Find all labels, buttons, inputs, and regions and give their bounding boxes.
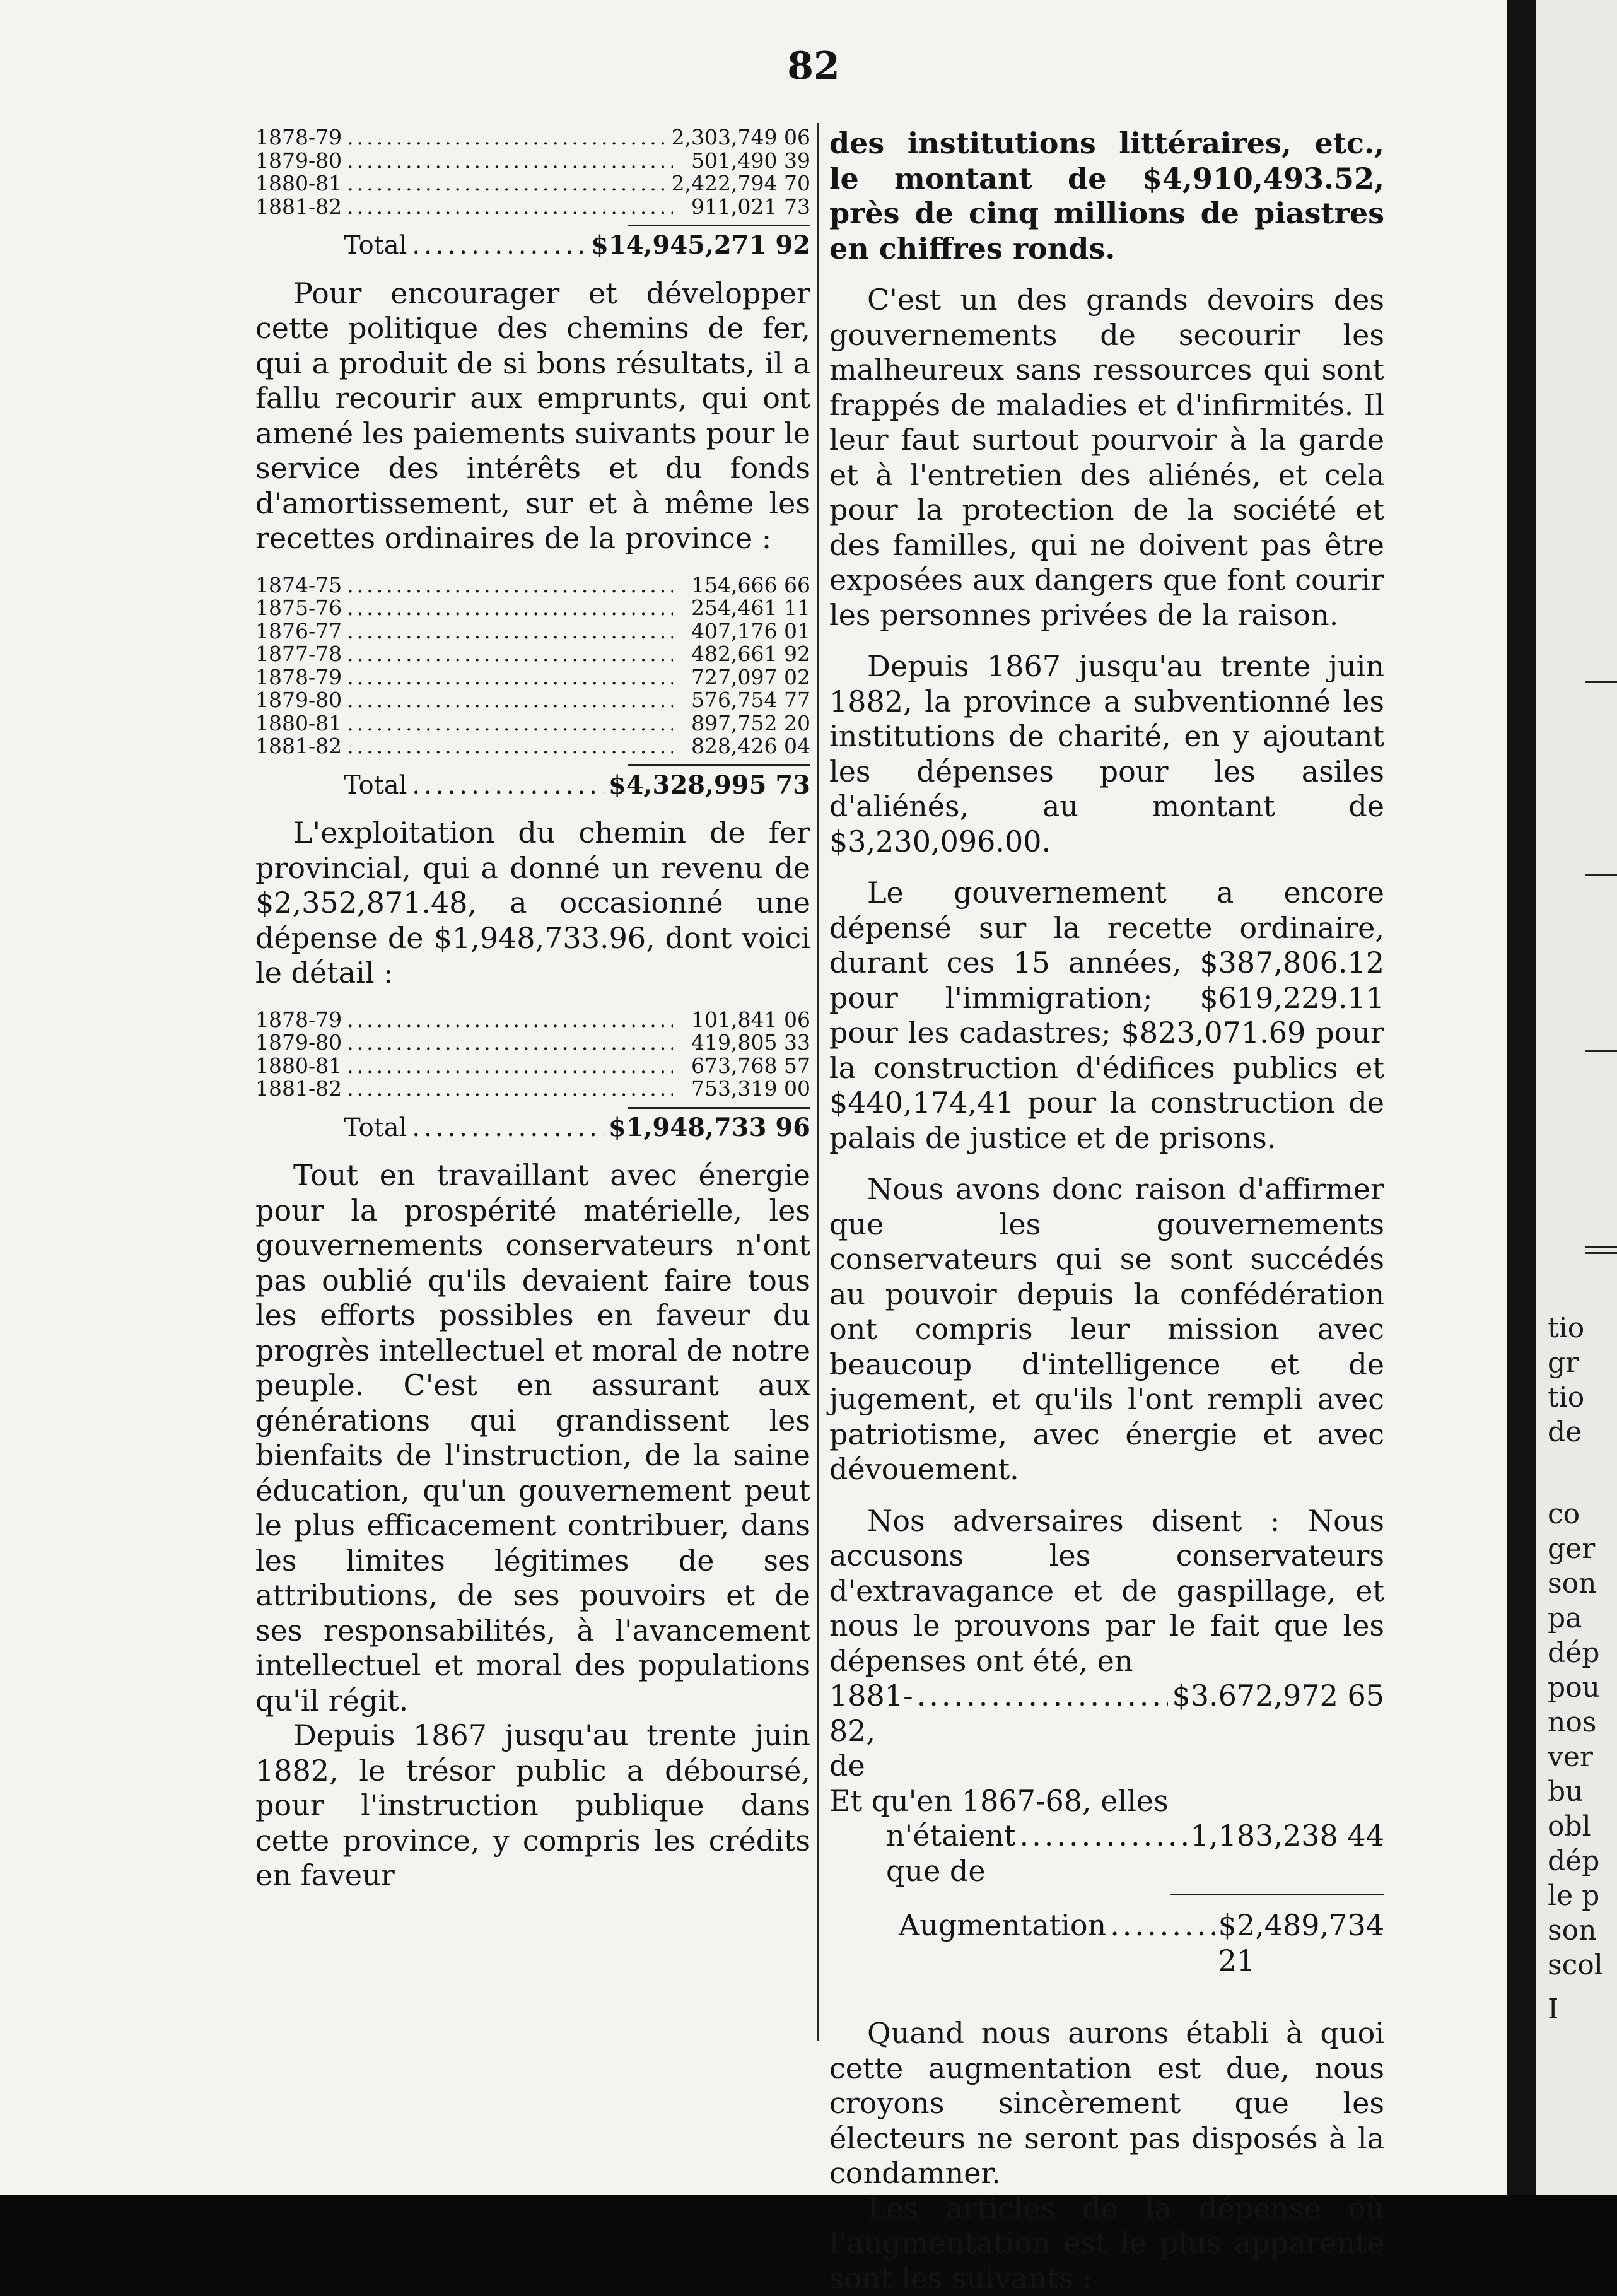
ledger-amount: 897,752 20 <box>678 712 810 735</box>
ledger-amount: 2,303,749 06 <box>672 126 810 149</box>
ledger-amount: 101,841 06 <box>678 1009 810 1032</box>
fragment-text: son <box>1548 1567 1596 1600</box>
ledger-row <box>255 1031 810 1055</box>
fragment-text: dép <box>1548 1637 1599 1669</box>
statement-amount: 1,183,238 44 <box>1191 1819 1384 1854</box>
statement-label: n'étaient que de <box>886 1819 1015 1889</box>
total-amount: $14,945,271 92 <box>591 234 810 257</box>
sum-rule <box>628 1107 810 1109</box>
ledger-row <box>255 597 810 620</box>
ledger-row <box>255 172 810 196</box>
ledger-row <box>255 666 810 689</box>
fragment-text: dép <box>1548 1845 1599 1877</box>
paragraph: L'exploitation du chemin de fer provincial, qui a donné un revenu de $2,352,871.48, a occasionné une dépense de $1,948,733.96, dont voici le détail : <box>255 816 810 991</box>
fragment-text: tio <box>1548 1312 1584 1344</box>
statement-intro: Et qu'en 1867-68, elles <box>829 1784 1384 1819</box>
fragment-text: pou <box>1548 1672 1600 1704</box>
ledger-row <box>255 1009 810 1032</box>
total-amount: $4,328,995 73 <box>609 774 810 797</box>
ledger-amount: 2,422,794 70 <box>672 172 810 196</box>
ledger-row <box>255 689 810 712</box>
paragraph: Le gouvernement a encore dépensé sur la recette ordinaire, durant ces 15 années, $387,806.12 pour l'immigration; $619,229.11 pour les cadastres; $823,071.69 pour la construction d'édifices publics et $440,174,41 pour la construction de palais de justice et de prisons. <box>829 876 1384 1156</box>
ledger-amount: 407,176 01 <box>678 620 810 643</box>
total-amount: $1,948,733 96 <box>609 1116 810 1140</box>
ledger-year: 1881-82 <box>255 196 342 219</box>
ledger-year: 1878-79 <box>255 126 342 149</box>
fragment-text: son <box>1548 1914 1596 1947</box>
fragment-rule <box>1585 874 1617 876</box>
ledger-amount: 254,461 11 <box>678 597 810 620</box>
fragment-text: co <box>1548 1498 1580 1530</box>
ledger-year: 1877-78 <box>255 643 342 666</box>
paragraph: des institutions littéraires, etc., le montant de $4,910,493.52, près de cinq millions de piastres en chiffres ronds. <box>829 126 1384 266</box>
ledger-year: 1878-79 <box>255 666 342 689</box>
total-amount: $2,489,734 21 <box>1218 1908 1384 1978</box>
ledger-year: 1880-81 <box>255 712 342 735</box>
ledger-total <box>255 1116 810 1140</box>
ledger-amount: 673,768 57 <box>678 1055 810 1078</box>
left-column <box>255 126 810 1894</box>
ledger-amount: 482,661 92 <box>678 643 810 666</box>
paragraph: Depuis 1867 jusqu'au trente juin 1882, la province a subventionné les institutions de charité, en y ajoutant les dépenses pour les asiles d'aliénés, au montant de $3,230,096.00. <box>829 649 1384 859</box>
statement-label: 1881-82, de <box>829 1678 913 1784</box>
fragment-text: obl <box>1548 1810 1591 1842</box>
sum-rule <box>628 225 810 226</box>
fragment-text: de <box>1548 1416 1582 1448</box>
statement-amount: $3.672,972 65 <box>1172 1678 1384 1714</box>
ledger-total <box>255 774 810 797</box>
ledger-year: 1879-80 <box>255 149 342 173</box>
ledger-row <box>255 126 810 149</box>
ledger-amount: 753,319 00 <box>678 1077 810 1101</box>
fragment-rule <box>1585 1050 1617 1052</box>
ledger-amount: 501,490 39 <box>678 149 810 173</box>
ledger-total <box>255 234 810 257</box>
ledger-year: 1880-81 <box>255 1055 342 1078</box>
total-label: Total <box>344 234 407 257</box>
column-divider <box>817 123 819 2041</box>
sum-rule <box>1170 1894 1384 1895</box>
ledger-row <box>255 620 810 643</box>
fragment-text: tio <box>1548 1381 1584 1414</box>
ledger-year: 1874-75 <box>255 574 342 597</box>
fragment-text: bu <box>1548 1776 1584 1808</box>
ledger-amount: 576,754 77 <box>678 689 810 712</box>
fragment-text: gr <box>1548 1347 1579 1379</box>
page-number: 82 <box>631 44 996 88</box>
ledger-amount: 911,021 73 <box>678 196 810 219</box>
ledger-amount: 154,666 66 <box>678 574 810 597</box>
expense-1867 <box>829 1819 1384 1889</box>
ledger-amount: 727,097 02 <box>678 666 810 689</box>
ledger-railway-subsidies <box>255 126 810 257</box>
ledger-year: 1879-80 <box>255 1031 342 1055</box>
fragment-text: ger <box>1548 1533 1595 1565</box>
ledger-row <box>255 1055 810 1078</box>
augmentation-total <box>829 1908 1384 1978</box>
paragraph: Les articles de la dépense où l'augmentation est le plus apparente sont les suivants : <box>829 2191 1384 2296</box>
fragment-rule <box>1585 681 1617 683</box>
paragraph: Nos adversaires disent : Nous accusons les conservateurs d'extravagance et de gaspillage, et nous le prouvons par le fait que les dépenses ont été, en <box>829 1504 1384 1679</box>
sum-rule <box>628 764 810 766</box>
paragraph: Nous avons donc raison d'affirmer que les gouvernements conservateurs qui se sont succédés au pouvoir depuis la confédération ont compris leur mission avec beaucoup d'intelligence et de jugement, et qu'ils l'ont rempli avec patriotisme, avec énergie et avec dévouement. <box>829 1172 1384 1487</box>
ledger-loan-interest <box>255 574 810 797</box>
paragraph: Pour encourager et développer cette politique des chemins de fer, qui a produit de si bons résultats, il a fallu recourir aux emprunts, qui ont amené les paiements suivants pour le service des intérêts et du fonds d'amortissement, sur et à même les recettes ordinaires de la province : <box>255 276 810 556</box>
ledger-year: 1876-77 <box>255 620 342 643</box>
paragraph: Depuis 1867 jusqu'au trente juin 1882, le trésor public a déboursé, pour l'instruction publique dans cette province, y compris les crédits en faveur <box>255 1718 810 1894</box>
ledger-row <box>255 196 810 219</box>
paragraph: Quand nous aurons établi à quoi cette augmentation est due, nous croyons sincèrement que les électeurs ne seront pas disposés à la condamner. <box>829 2016 1384 2191</box>
fragment-text: ver <box>1548 1741 1593 1773</box>
fragment-rule <box>1585 1246 1617 1248</box>
ledger-row <box>255 712 810 735</box>
ledger-railway-operation <box>255 1009 810 1140</box>
right-column <box>829 126 1384 2296</box>
ledger-row <box>255 149 810 173</box>
fragment-rule <box>1585 1252 1617 1254</box>
ledger-year: 1879-80 <box>255 689 342 712</box>
ledger-row <box>255 643 810 666</box>
ledger-row <box>255 735 810 758</box>
ledger-year: 1878-79 <box>255 1009 342 1032</box>
fragment-text: nos <box>1548 1706 1596 1738</box>
fragment-text: le p <box>1548 1880 1599 1912</box>
ledger-row <box>255 574 810 597</box>
ledger-year: 1881-82 <box>255 735 342 758</box>
ledger-row <box>255 1077 810 1101</box>
total-label: Augmentation <box>899 1908 1106 1943</box>
ledger-year: 1875-76 <box>255 597 342 620</box>
total-label: Total <box>344 774 407 797</box>
ledger-year: 1880-81 <box>255 172 342 196</box>
paragraph: C'est un des grands devoirs des gouvernements de secourir les malheureux sans ressources qui sont frappés de maladies et d'infirmités. Il leur faut surtout pourvoir à la garde et à l'entretien des aliénés, et cela pour la protection de la société et des familles, qui ne doivent pas être exposées aux dangers que font courir les personnes privées de la raison. <box>829 283 1384 633</box>
paragraph: Tout en travaillant avec énergie pour la prospérité matérielle, les gouvernements conservateurs n'ont pas oublié qu'ils devaient faire tous les efforts possibles en faveur du progrès intellectuel et moral de notre peuple. C'est en assurant aux générations qui grandissent les bienfaits de l'instruction, de la saine éducation, qu'un gouvernement peut le plus efficacement contribuer, dans les limites légitimes de ses attributions, de ses pouvoirs et de ses responsabilités, à l'avancement intellectuel et moral des populations qu'il régit. <box>255 1158 810 1718</box>
fragment-text: I <box>1548 1993 1558 2025</box>
total-label: Total <box>344 1116 407 1140</box>
adjacent-page-fragment <box>1536 0 1617 2195</box>
fragment-text: scol <box>1548 1949 1603 1981</box>
ledger-amount: 419,805 33 <box>678 1031 810 1055</box>
expense-1881 <box>829 1678 1384 1784</box>
ledger-amount: 828,426 04 <box>678 735 810 758</box>
ledger-year: 1881-82 <box>255 1077 342 1101</box>
fragment-text: pa <box>1548 1602 1582 1634</box>
